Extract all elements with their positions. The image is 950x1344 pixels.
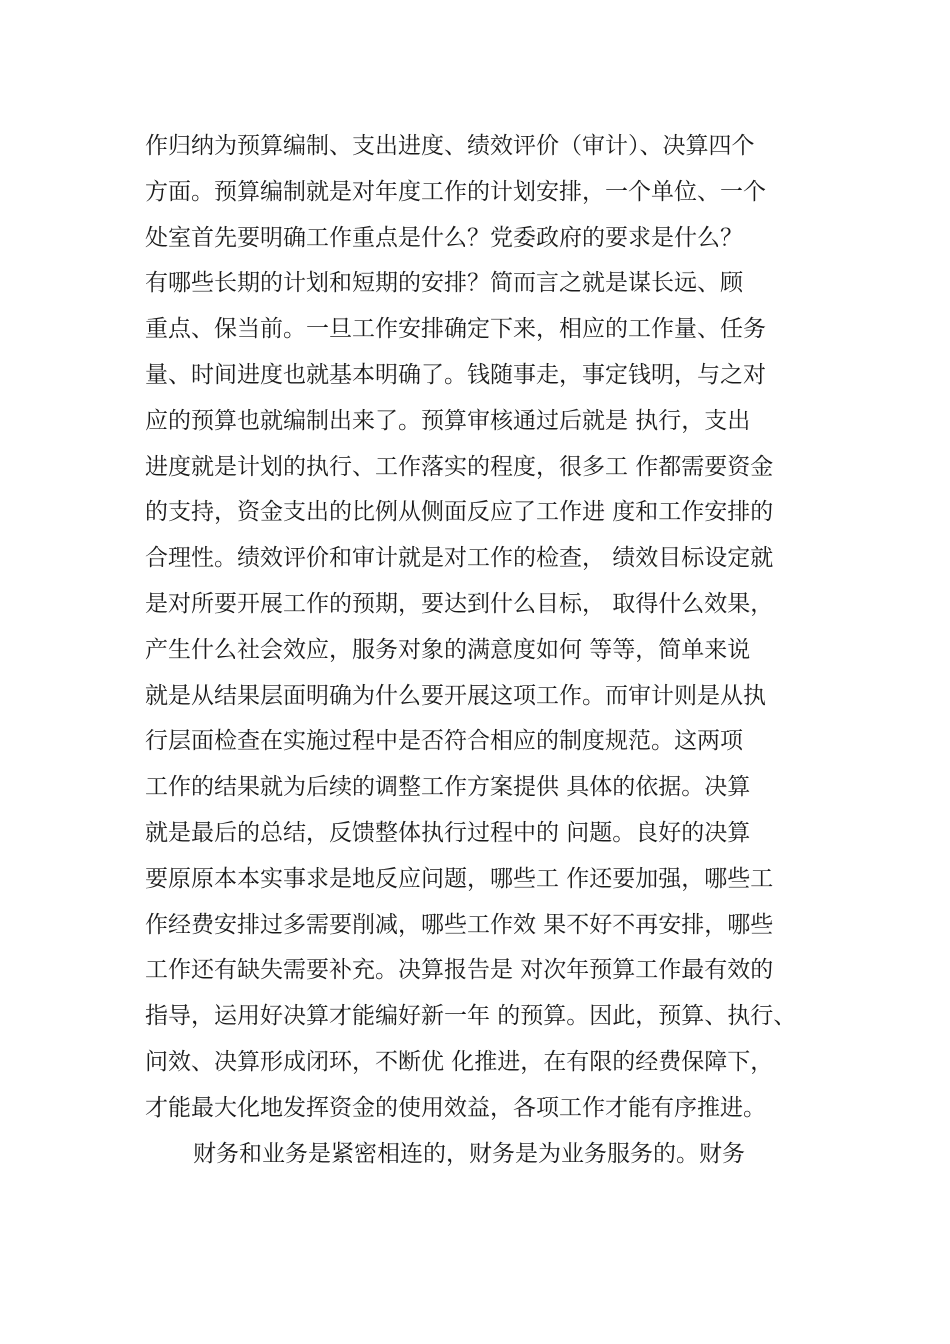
text-line: 就是从结果层面明确为什么要开展这项工作。而审计则是从执 (145, 682, 766, 709)
text-line: 工作还有缺失需要补充。决算报告是 对次年预算工作最有效的 (145, 957, 774, 984)
text-line: 问效、决算形成闭环，不断优 化推进，在有限的经费保障下， (145, 1048, 774, 1075)
body-text (145, 124, 845, 1177)
text-line: 有哪些长期的计划和短期的安排？简而言之就是谋长远、顾 (145, 270, 743, 297)
text-line: 的支持，资金支出的比例从侧面反应了工作进 度和工作安排的 (145, 499, 774, 526)
text-line: 进度就是计划的执行、工作落实的程度，很多工 作都需要资金 (145, 453, 774, 480)
text-line: 重点、保当前。一旦工作安排确定下来，相应的工作量、任务 (145, 316, 766, 343)
text-line: 处室首先要明确工作重点是什么？党委政府的要求是什么？ (145, 224, 743, 251)
text-line: 合理性。绩效评价和审计就是对工作的检查， 绩效目标设定就 (145, 545, 774, 572)
text-line: 作经费安排过多需要削减，哪些工作效 果不好不再安排，哪些 (145, 911, 774, 938)
text-line: 是对所要开展工作的预期，要达到什么目标， 取得什么效果， (145, 590, 774, 617)
text-line: 产生什么社会效应，服务对象的满意度如何 等等，简单来说 (145, 636, 751, 663)
text-line: 量、时间进度也就基本明确了。钱随事走，事定钱明，与之对 (145, 361, 766, 388)
text-line: 指导，运用好决算才能编好新一年 的预算。因此，预算、执行、 (145, 1003, 797, 1030)
text-line: 就是最后的总结，反馈整体执行过程中的 问题。良好的决算 (145, 819, 751, 846)
text-line: 作归纳为预算编制、支出进度、绩效评价（审计）、决算四个 (145, 133, 755, 159)
text-line: 行层面检查在实施过程中是否符合相应的制度规范。这两项 (145, 728, 743, 755)
paragraph-start-line: 财务和业务是紧密相连的，财务是为业务服务的。财务 (193, 1140, 745, 1167)
text-line: 要原原本本实事求是地反应问题，哪些工 作还要加强，哪些工 (145, 865, 774, 892)
text-line: 才能最大化地发挥资金的使用效益，各项工作才能有序推进。 (145, 1094, 766, 1121)
text-line: 应的预算也就编制出来了。预算审核通过后就是 执行，支出 (145, 407, 751, 434)
text-line: 工作的结果就为后续的调整工作方案提供 具体的依据。决算 (145, 774, 751, 801)
text-line: 方面。预算编制就是对年度工作的计划安排，一个单位、一个 (145, 178, 766, 205)
